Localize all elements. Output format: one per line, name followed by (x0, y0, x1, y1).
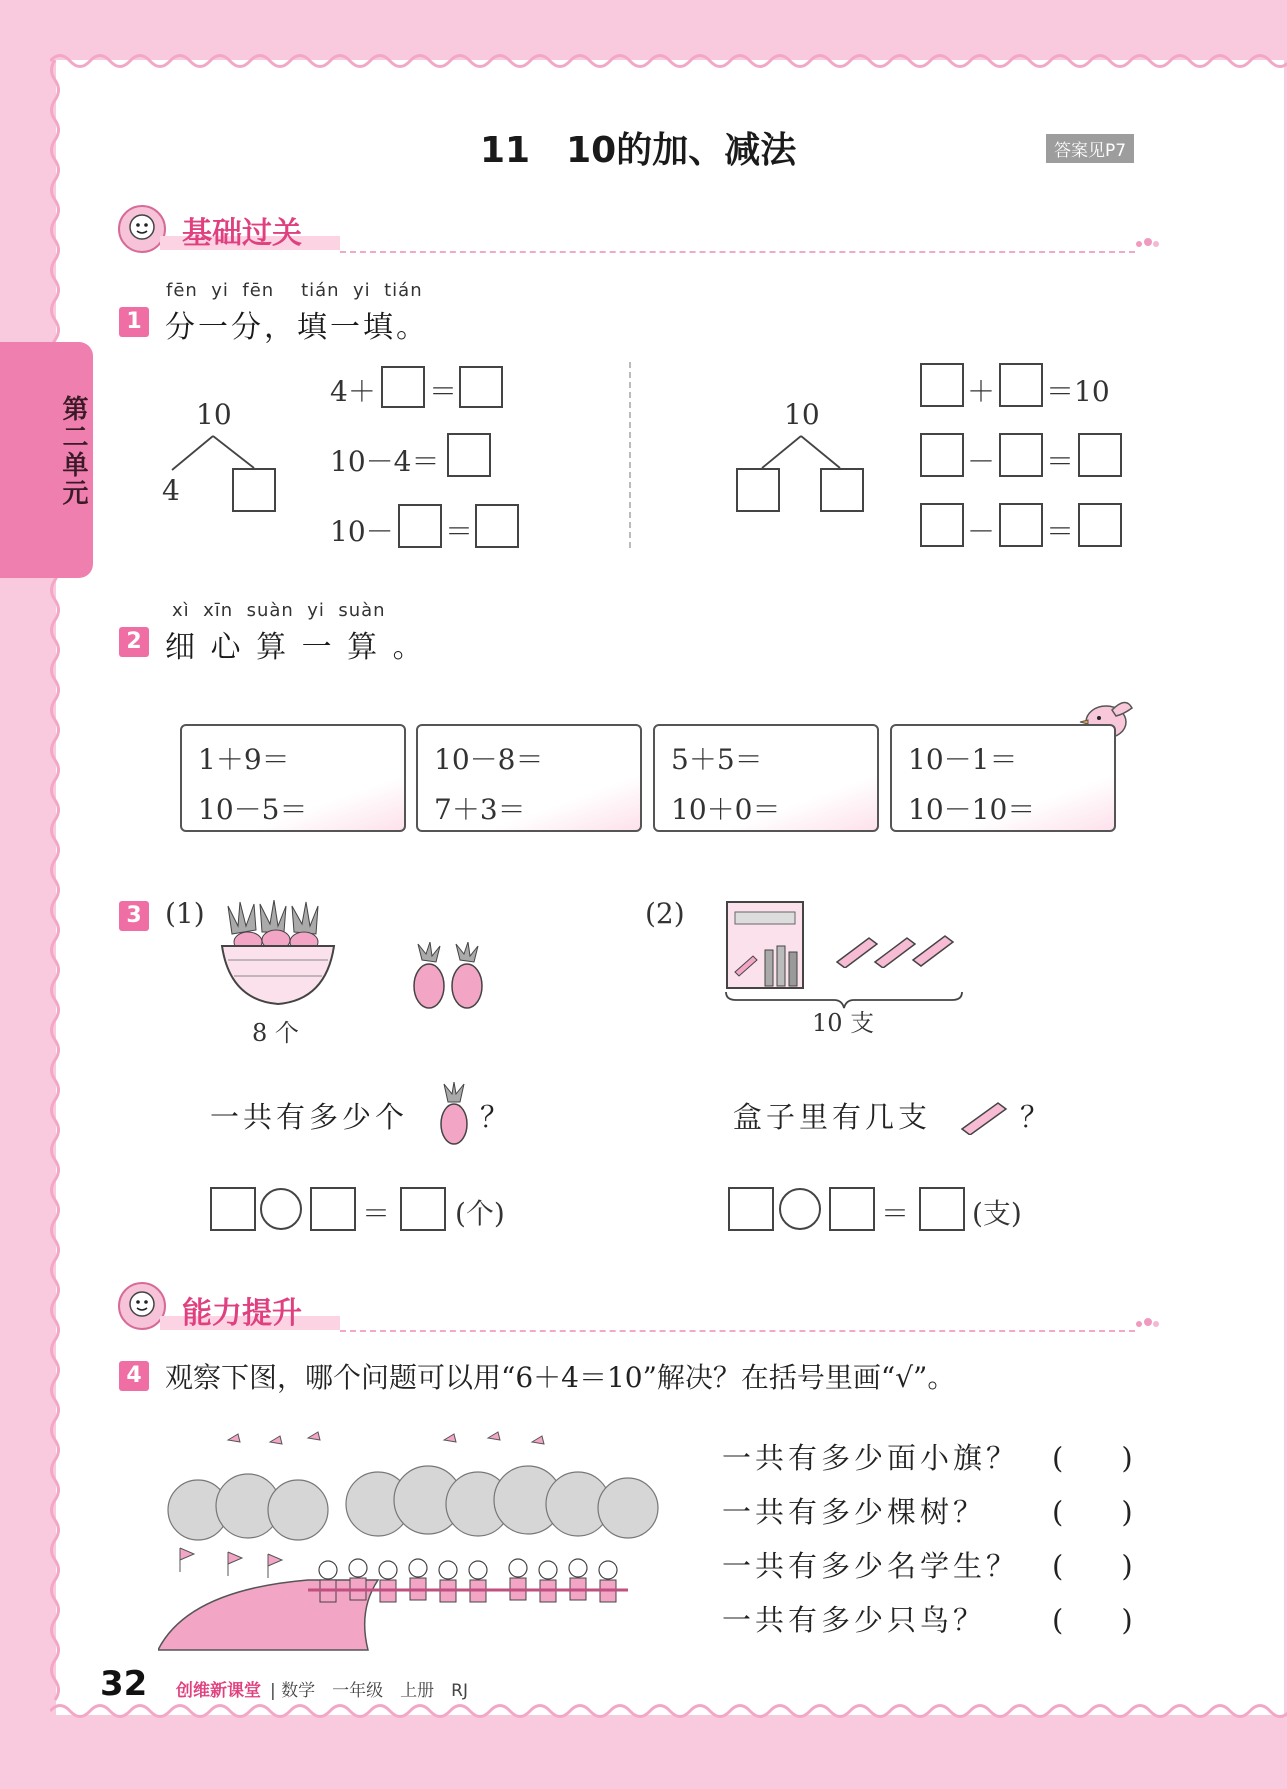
q1-r-eq2-equals: ＝ (1046, 445, 1075, 478)
q1-r-eq3-box1[interactable] (920, 503, 964, 547)
calc-card-1-line1: 1＋9＝ (198, 743, 290, 776)
q1-r-eq1-result: ＝10 (1046, 375, 1110, 408)
calc-card-1 (180, 724, 406, 832)
q1-eq3-box2[interactable] (475, 504, 519, 548)
top-wave-border (50, 50, 1287, 72)
q1-eq3-equals: ＝ (445, 515, 474, 548)
q1-eq1-box1[interactable] (381, 366, 425, 408)
dots-icon (1134, 1314, 1160, 1332)
q1-r-eq3-minus: － (967, 515, 996, 548)
q3-p1-unit: (个) (455, 1197, 505, 1230)
three-crayons-icon (833, 922, 963, 968)
q3-p1-box2[interactable] (310, 1187, 356, 1231)
q4-number: 4 (119, 1361, 149, 1391)
calc-card-2 (416, 724, 642, 832)
answer-badge: 答案见P7 (1046, 134, 1134, 163)
q3-part1-question: 一共有多少个 (210, 1100, 409, 1134)
q1-pinyin: fēn yi fēn tián yi tián (166, 280, 423, 301)
q2-number: 2 (119, 627, 149, 657)
bottom-wave-border (50, 1700, 1287, 1722)
q1-eq2-box[interactable] (447, 433, 491, 477)
q1-r-eq2-box2[interactable] (999, 433, 1043, 477)
q4-option-2-answer[interactable]: ( ) (1052, 1495, 1133, 1529)
q1-eq1-equals: ＝ (429, 375, 458, 408)
left-wave-border (48, 60, 62, 1710)
q3-part2-qmark: ？ (1020, 1100, 1054, 1134)
q4-option-3-answer[interactable]: ( ) (1052, 1549, 1133, 1583)
q3-brace-label: 10 支 (812, 1009, 875, 1037)
q3-p2-unit: (支) (972, 1197, 1022, 1230)
q4-option-3: 一共有多少名学生？ (722, 1549, 1020, 1583)
q3-p2-box1[interactable] (728, 1187, 774, 1231)
page-number: 32 (100, 1664, 148, 1704)
q1-number: 1 (119, 307, 149, 337)
calc-card-3 (653, 724, 879, 832)
q1-eq1-box2[interactable] (459, 366, 503, 408)
q1-right-tree-box2[interactable] (820, 468, 864, 512)
footer-brand: 创维新课堂 (176, 1681, 261, 1701)
q3-p1-operator-circle[interactable] (260, 1188, 302, 1230)
q3-part1-qmark: ？ (480, 1100, 514, 1134)
calc-card-4-line2: 10－10＝ (908, 793, 1036, 826)
calc-card-2-line1: 10－8＝ (434, 743, 544, 776)
q1-left-tree-left: 4 (162, 474, 180, 507)
q3-p1-box1[interactable] (210, 1187, 256, 1231)
q1-right-tree-box1[interactable] (736, 468, 780, 512)
crayon-box-icon (725, 898, 807, 990)
q1-r-eq1-box2[interactable] (999, 363, 1043, 407)
q1-r-eq2-box1[interactable] (920, 433, 964, 477)
q3-p1-box3[interactable] (400, 1187, 446, 1231)
q1-right-tree-top: 10 (784, 398, 820, 431)
calc-card-4-line1: 10－1＝ (908, 743, 1018, 776)
q1-eq3-box1[interactable] (398, 504, 442, 548)
q4-option-4: 一共有多少只鸟？ (722, 1603, 987, 1637)
q1-eq2-left: 10－4＝ (330, 445, 440, 478)
q2-pinyin: xì xīn suàn yi suàn (172, 600, 386, 621)
section-divider (340, 1330, 1135, 1332)
page-title: 11 10的加、减法 (480, 130, 797, 171)
q1-r-eq1-box1[interactable] (920, 363, 964, 407)
q3-number: 3 (119, 901, 149, 931)
q1-r-eq2-minus: － (967, 445, 996, 478)
pineapple-basket-icon (218, 900, 338, 1012)
q1-instruction: 分一分，填一填。 (165, 310, 429, 345)
two-pineapples-icon (410, 942, 488, 1010)
unit-side-tab-label: 第二单元 (58, 395, 88, 507)
q3-part2-question: 盒子里有几支 (733, 1100, 932, 1134)
footer-subtitle: | 数学 一年级 上册 RJ (270, 1681, 468, 1701)
q1-eq3-left: 10－ (330, 515, 394, 548)
q4-option-1-answer[interactable]: ( ) (1052, 1441, 1133, 1475)
q4-option-4-answer[interactable]: ( ) (1052, 1603, 1133, 1637)
q1-r-eq1-plus: ＋ (967, 375, 996, 408)
dots-icon (1134, 234, 1160, 252)
calc-card-3-line2: 10＋0＝ (671, 793, 781, 826)
q3-p1-equals: ＝ (362, 1197, 391, 1230)
crayon-icon (958, 1095, 1012, 1135)
playground-scene-illustration (158, 1420, 690, 1652)
q1-right-tree-lines (756, 434, 846, 470)
calc-card-2-line2: 7＋3＝ (434, 793, 526, 826)
q4-instruction: 观察下图，哪个问题可以用“6＋4＝10”解决？在括号里画“√”。 (165, 1361, 956, 1394)
q3-part1-label: (1) (165, 897, 205, 930)
calc-card-4 (890, 724, 1116, 832)
calc-card-3-line1: 5＋5＝ (671, 743, 763, 776)
q3-p2-operator-circle[interactable] (779, 1188, 821, 1230)
q1-r-eq3-equals: ＝ (1046, 515, 1075, 548)
calc-card-1-line2: 10－5＝ (198, 793, 308, 826)
q3-part2-label: (2) (645, 897, 685, 930)
q1-r-eq3-box3[interactable] (1078, 503, 1122, 547)
q1-left-tree-top: 10 (196, 398, 232, 431)
section-divider (340, 251, 1135, 253)
q1-eq1-left: 4＋ (330, 375, 376, 408)
q1-r-eq2-box3[interactable] (1078, 433, 1122, 477)
section-title-advanced: 能力提升 (182, 1296, 302, 1331)
q3-basket-label: 8 个 (252, 1019, 299, 1047)
q4-option-2: 一共有多少棵树？ (722, 1495, 987, 1529)
pineapple-icon (438, 1082, 470, 1146)
q3-p2-box2[interactable] (829, 1187, 875, 1231)
q4-option-1: 一共有多少面小旗？ (722, 1441, 1020, 1475)
q1-r-eq3-box2[interactable] (999, 503, 1043, 547)
q1-left-tree-answer-box[interactable] (232, 468, 276, 512)
q3-p2-box3[interactable] (919, 1187, 965, 1231)
q3-p2-equals: ＝ (881, 1197, 910, 1230)
section-title-basics: 基础过关 (182, 216, 302, 251)
q2-instruction: 细 心 算 一 算 。 (165, 630, 426, 665)
q1-divider (629, 362, 631, 548)
